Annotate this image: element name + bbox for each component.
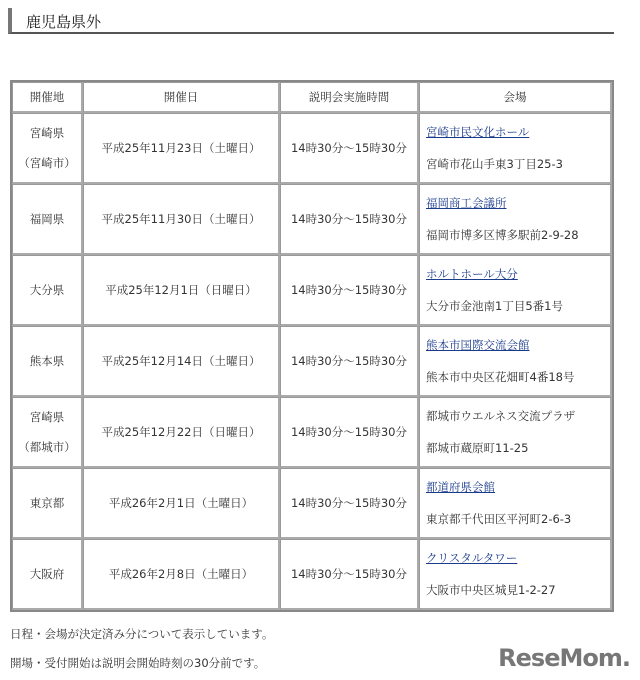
venue-address: 大阪市中央区城見1-2-27: [426, 583, 556, 597]
venue-cell: [419, 397, 612, 468]
venue-link[interactable]: 宮崎市民文化ホール: [426, 125, 530, 139]
header-venue: 会場: [419, 82, 612, 113]
prefecture: 大阪府: [29, 567, 65, 581]
table-row: [12, 468, 612, 539]
header-location: 開催地: [12, 82, 83, 113]
table-row: [12, 326, 612, 397]
section-heading: [8, 8, 614, 34]
location-cell: [12, 113, 83, 184]
time-cell: 14時30分～15時30分: [280, 255, 419, 326]
time-cell: 14時30分～15時30分: [280, 326, 419, 397]
location-cell: [12, 184, 83, 255]
table-row: [12, 397, 612, 468]
note-2: 開場・受付開始は説明会開始時刻の30分前です。: [10, 656, 266, 670]
venue-address: 熊本市中央区花畑町4番18号: [426, 370, 575, 384]
time-cell: 14時30分～15時30分: [280, 184, 419, 255]
venue-cell: [419, 326, 612, 397]
date-cell: 平成26年2月1日（土曜日）: [83, 468, 280, 539]
venue-cell: [419, 255, 612, 326]
venue-address: 東京都千代田区平河町2-6-3: [426, 512, 572, 526]
table-header-row: [12, 82, 612, 113]
time-cell: 14時30分～15時30分: [280, 113, 419, 184]
venue-cell: [419, 468, 612, 539]
location-cell: [12, 539, 83, 610]
date-cell: 平成25年11月23日（土曜日）: [83, 113, 280, 184]
time-cell: 14時30分～15時30分: [280, 539, 419, 610]
table-row: [12, 539, 612, 610]
prefecture: 福岡県: [29, 212, 65, 226]
location-cell: [12, 255, 83, 326]
prefecture: 熊本県: [29, 354, 65, 368]
venue-link[interactable]: 都道府県会館: [426, 480, 495, 494]
date-cell: 平成25年12月22日（日曜日）: [83, 397, 280, 468]
prefecture: 東京都: [29, 496, 65, 510]
date-cell: 平成25年12月14日（土曜日）: [83, 326, 280, 397]
venue-link[interactable]: ホルトホール大分: [426, 267, 518, 281]
table-row: [12, 184, 612, 255]
schedule-table: [10, 80, 614, 612]
date-cell: 平成25年12月1日（日曜日）: [83, 255, 280, 326]
prefecture: 宮崎県: [29, 410, 65, 424]
venue-address: 大分市金池南1丁目5番1号: [426, 299, 563, 313]
note-1: 日程・会場が決定済み分について表示しています。: [10, 627, 274, 641]
time-cell: 14時30分～15時30分: [280, 468, 419, 539]
venue-name: 都城市ウエルネス交流プラザ: [426, 409, 576, 423]
city: （都城市）: [18, 440, 76, 454]
venue-address: 都城市蔵原町11-25: [426, 441, 529, 455]
date-cell: 平成25年11月30日（土曜日）: [83, 184, 280, 255]
prefecture: 大分県: [29, 283, 65, 297]
time-cell: 14時30分～15時30分: [280, 397, 419, 468]
section-title: 鹿児島県外: [26, 13, 102, 31]
resemom-logo: ReseMom.: [498, 644, 630, 672]
table-row: [12, 255, 612, 326]
venue-link[interactable]: クリスタルタワー: [426, 551, 518, 565]
prefecture: 宮崎県: [29, 126, 65, 140]
city: （宮崎市）: [18, 156, 76, 170]
venue-cell: [419, 184, 612, 255]
header-date: 開催日: [83, 82, 280, 113]
venue-address: 宮崎市花山手東3丁目25-3: [426, 157, 563, 171]
location-cell: [12, 397, 83, 468]
venue-link[interactable]: 熊本市国際交流会館: [426, 338, 530, 352]
venue-address: 福岡市博多区博多駅前2-9-28: [426, 228, 579, 242]
venue-cell: [419, 539, 612, 610]
location-cell: [12, 326, 83, 397]
venue-link[interactable]: 福岡商工会議所: [426, 196, 507, 210]
header-time: 説明会実施時間: [280, 82, 419, 113]
date-cell: 平成26年2月8日（土曜日）: [83, 539, 280, 610]
location-cell: [12, 468, 83, 539]
table-row: [12, 113, 612, 184]
venue-cell: [419, 113, 612, 184]
